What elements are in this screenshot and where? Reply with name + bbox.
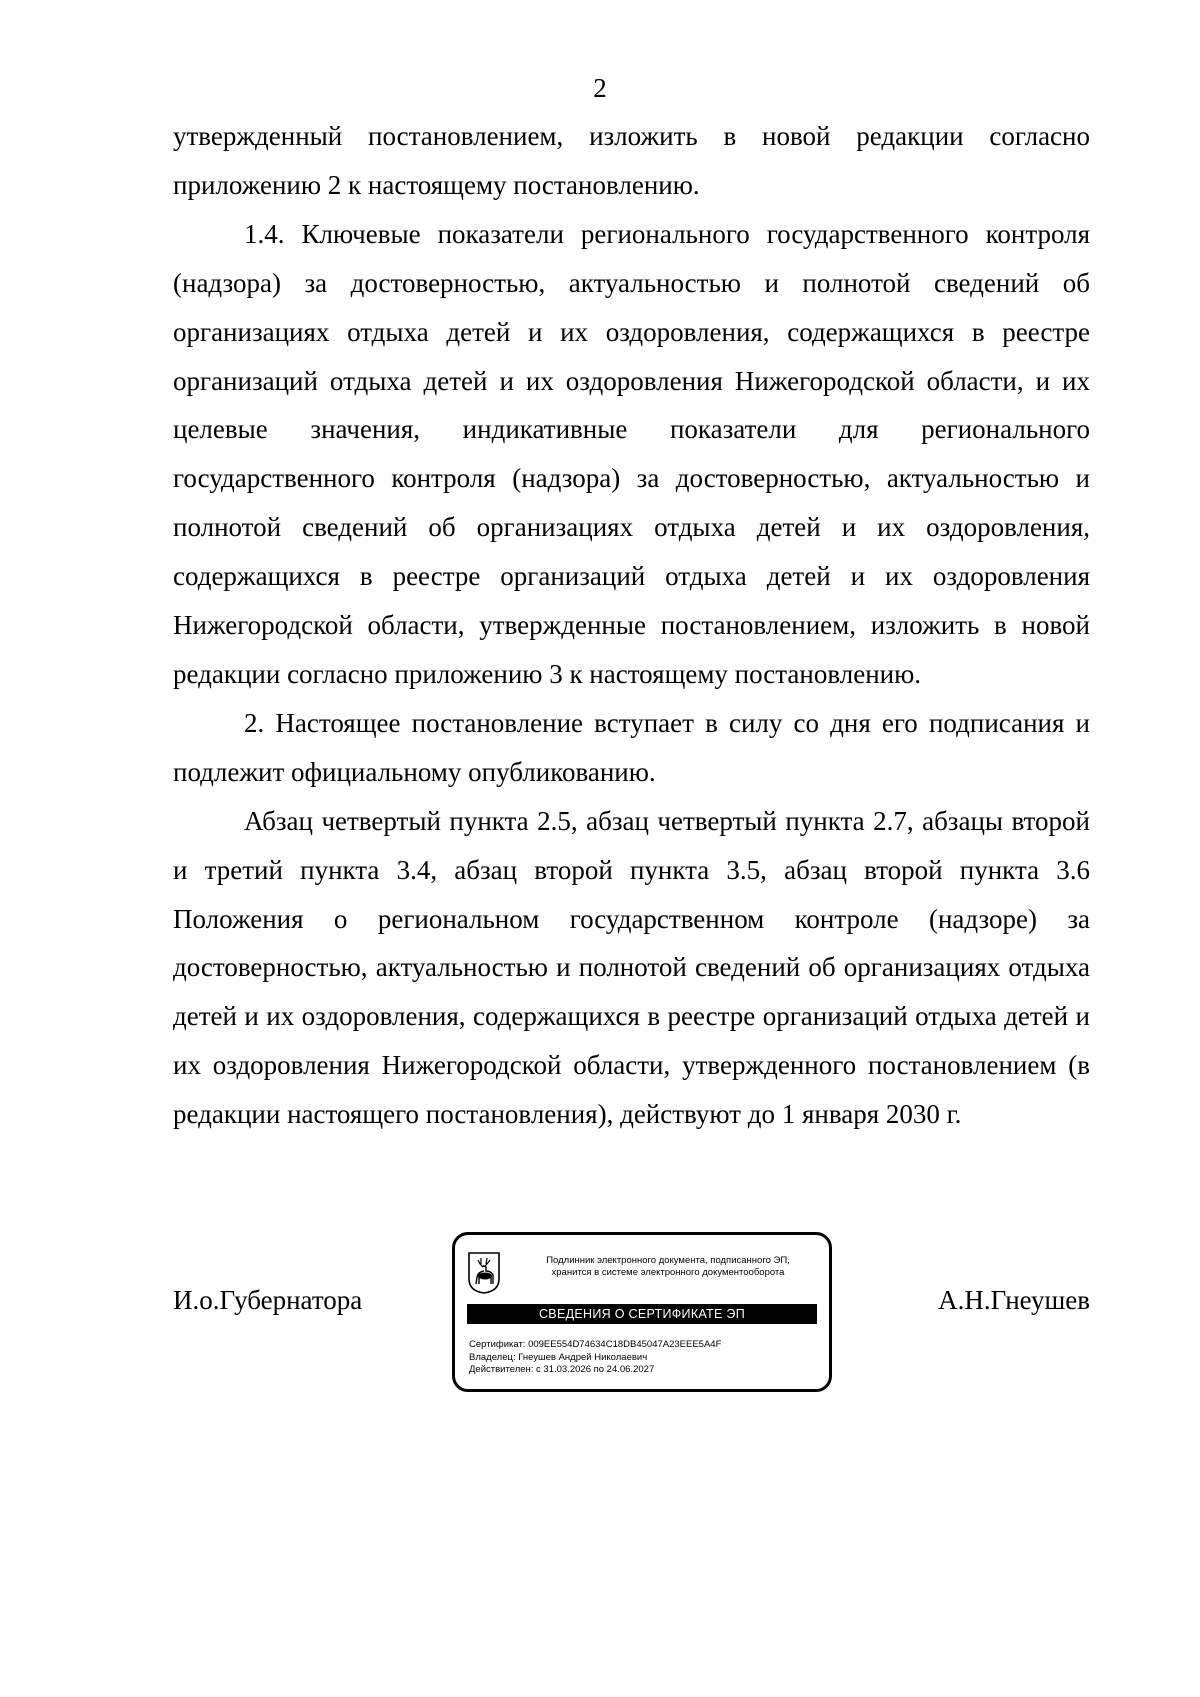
signer-name: А.Н.Гнеушев [938,1285,1090,1315]
signer-position: И.о.Губернатора [173,1285,363,1315]
certificate-number: Сертификат: 009EE554D74634C18DB45047A23EEE5A4F [469,1339,722,1350]
coat-of-arms-deer-icon [467,1251,501,1295]
certificate-info [469,1339,721,1377]
stamp-header-line-1: Подлинник электронного документа, подписанного ЭП, [546,1255,790,1266]
document-body [173,112,1090,1139]
certificate-owner: Владелец: Гнеушев Андрей Николаевич [469,1351,648,1363]
stamp-title-bar: СВЕДЕНИЯ О СЕРТИФИКАТЕ ЭП [467,1304,817,1324]
paragraph-4: Абзац четвертый пункта 2.5, абзац четвертый пункта 2.7, абзацы второй и третий пункта 3.4, абзац второй пункта 3.5, абзац второй пункта 3.6 Положения о региональном государственном контроле (надзоре) за достоверностью, актуальностью и полнотой сведений об организациях отдыха детей и их оздоровления, содержащихся в реестре организаций отдыха детей и их оздоровления Нижегородской области, утвержденного постановлением (в редакции настоящего постановления), действуют до 1 января 2030 г. [173,805,1090,1130]
page-number: 2 [593,73,607,103]
paragraph-3: 2. Настоящее постановление вступает в силу со дня его подписания и подлежит официальному опубликованию. [173,707,1090,787]
paragraph-2: 1.4. Ключевые показатели регионального государственного контроля (надзора) за достоверностью, актуальностью и полнотой сведений об организациях отдыха детей и их оздоровления, содержащихся в реестре организаций отдыха детей и их оздоровления Нижегородской области, и их целевые значения, индикативные показатели для регионального государственного контроля (надзора) за достоверностью, актуальностью и полнотой сведений об организациях отдыха детей и их оздоровления, содержащихся в реестре организаций отдыха детей и их оздоровления Нижегородской области, утвержденные постановлением, изложить в новой редакции согласно приложению 3 к настоящему постановлению. [173,218,1090,689]
stamp-header-line-2: хранится в системе электронного документооборота [551,1267,785,1278]
electronic-signature-stamp [452,1232,832,1392]
paragraph-1: утвержденный постановлением, изложить в новой редакции согласно приложению 2 к настоящему постановлению. [173,121,1090,200]
certificate-validity: Действителен: с 31.03.2026 по 24.06.2027 [469,1364,655,1375]
signature-block [0,1232,1200,1402]
stamp-header [513,1255,823,1279]
